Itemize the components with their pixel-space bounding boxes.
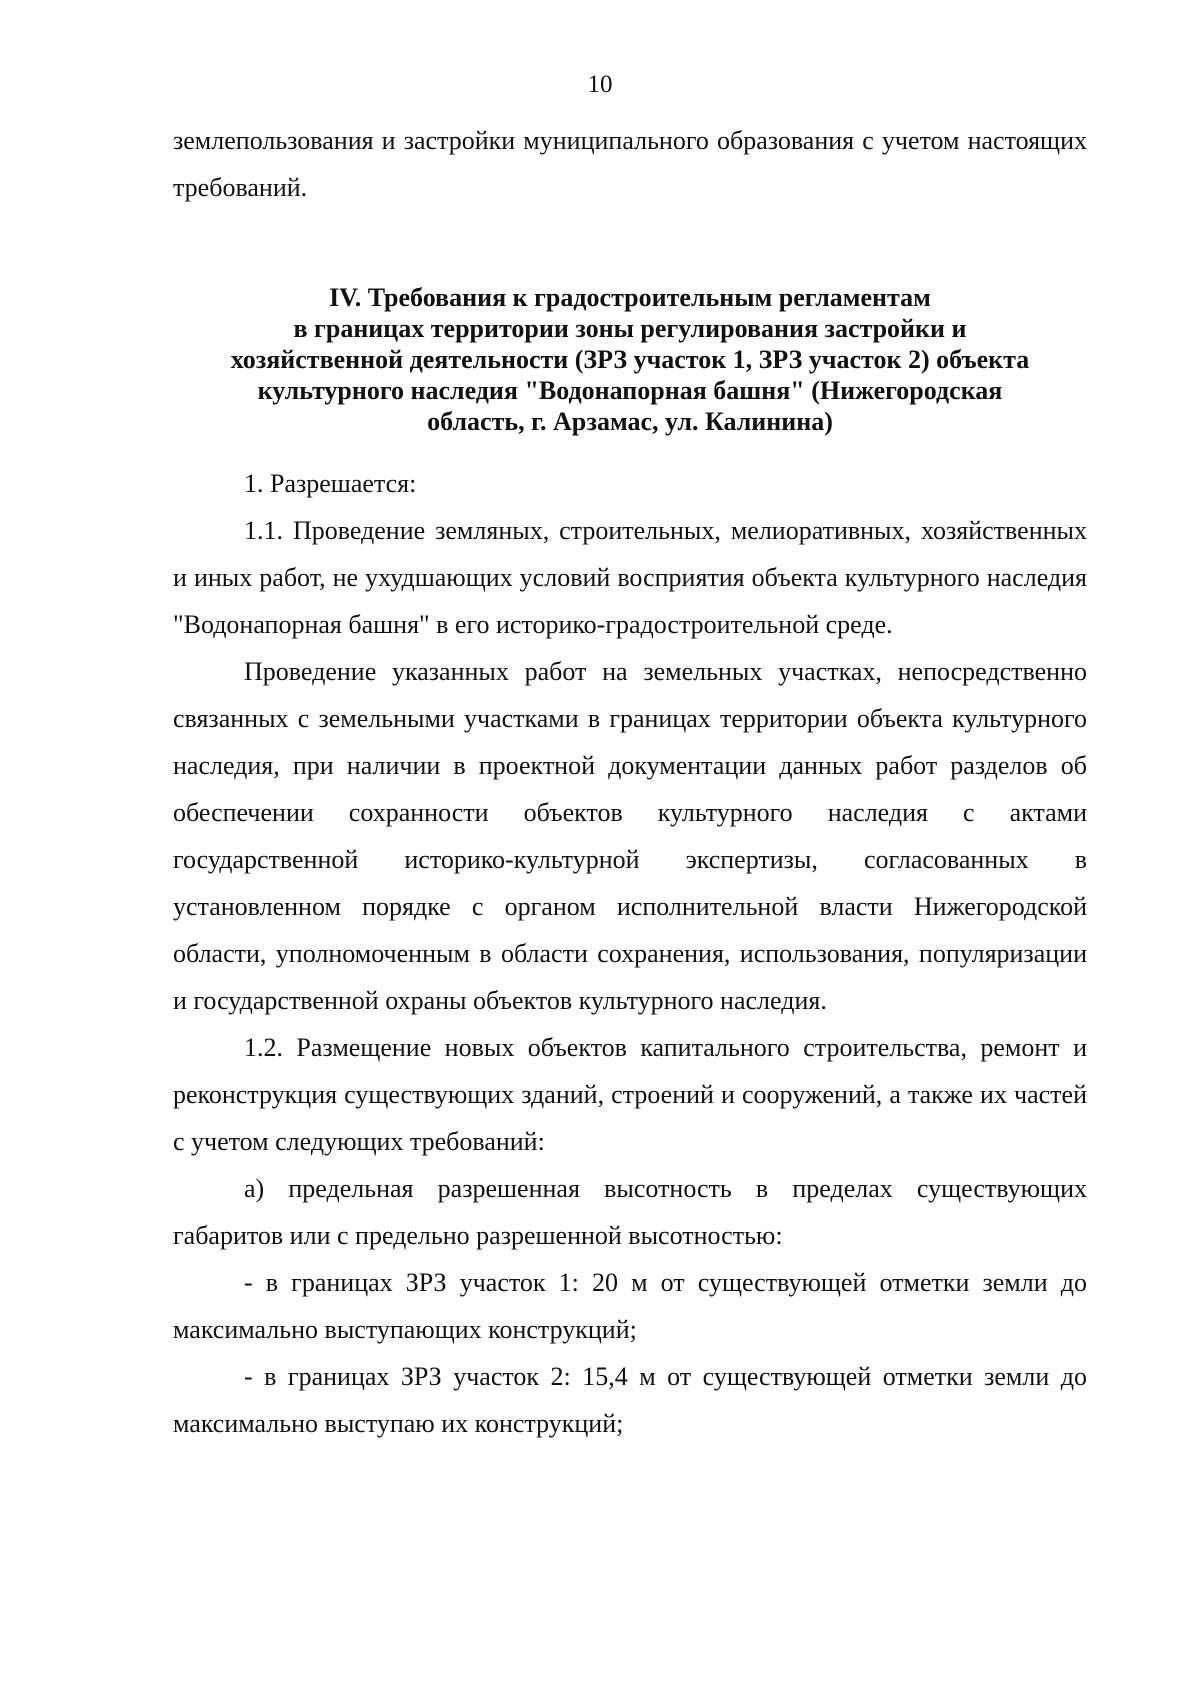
continuation-paragraph [173, 117, 1087, 211]
section-heading [160, 282, 1100, 437]
continuation-text: землепользования и застройки муниципального образования с учетом настоящих требований. [173, 126, 1087, 202]
main-text [173, 460, 1087, 1447]
section-heading-line: в границах территории зоны регулирования застройки и [293, 314, 967, 343]
works-conditions-paragraph: Проведение указанных работ на земельных участках, непосредственно связанных с земельными участками в границах территории объекта культурного наследия, при наличии в проектной документации данных работ разделов об обеспечении сохранности объектов культурного наследия с актами государственной историко-культурной экспертизы, согласованных в установленном порядке с органом исполнительной власти Нижегородской области, уполномоченным в области сохранения, использования, популяризации и государственной охраны объектов культурного наследия. [173, 657, 1087, 1015]
item-1-allowed: 1. Разрешается: [244, 469, 417, 498]
section-heading-line: культурного наследия "Водонапорная башня" (Нижегородская [257, 376, 1003, 405]
section-heading-line: область, г. Арзамас, ул. Калинина) [427, 407, 833, 436]
bullet-zone-1: - в границах ЗРЗ участок 1: 20 м от существующей отметки земли до максимально выступающих конструкций; [173, 1268, 1087, 1344]
section-heading-line: хозяйственной деятельности (ЗРЗ участок 1, ЗРЗ участок 2) объекта [230, 345, 1030, 374]
page-number: 10 [587, 71, 613, 98]
item-1-2-construction: 1.2. Размещение новых объектов капитального строительства, ремонт и реконструкция существующих зданий, строений и сооружений, а также их частей с учетом следующих требований: [173, 1033, 1087, 1156]
item-a-height-limit: а) предельная разрешенная высотность в пределах существующих габаритов или с предельно разрешенной высотностью: [173, 1174, 1087, 1250]
bullet-zone-2: - в границах ЗРЗ участок 2: 15,4 м от существующей отметки земли до максимально выступаю их конструкций; [173, 1362, 1087, 1438]
section-heading-line: IV. Требования к градостроительным регламентам [329, 283, 931, 312]
item-1-1-works: 1.1. Проведение земляных, строительных, мелиоративных, хозяйственных и иных работ, не ухудшающих условий восприятия объекта культурного наследия "Водонапорная башня" в его историко-градостроительной среде. [173, 516, 1087, 639]
